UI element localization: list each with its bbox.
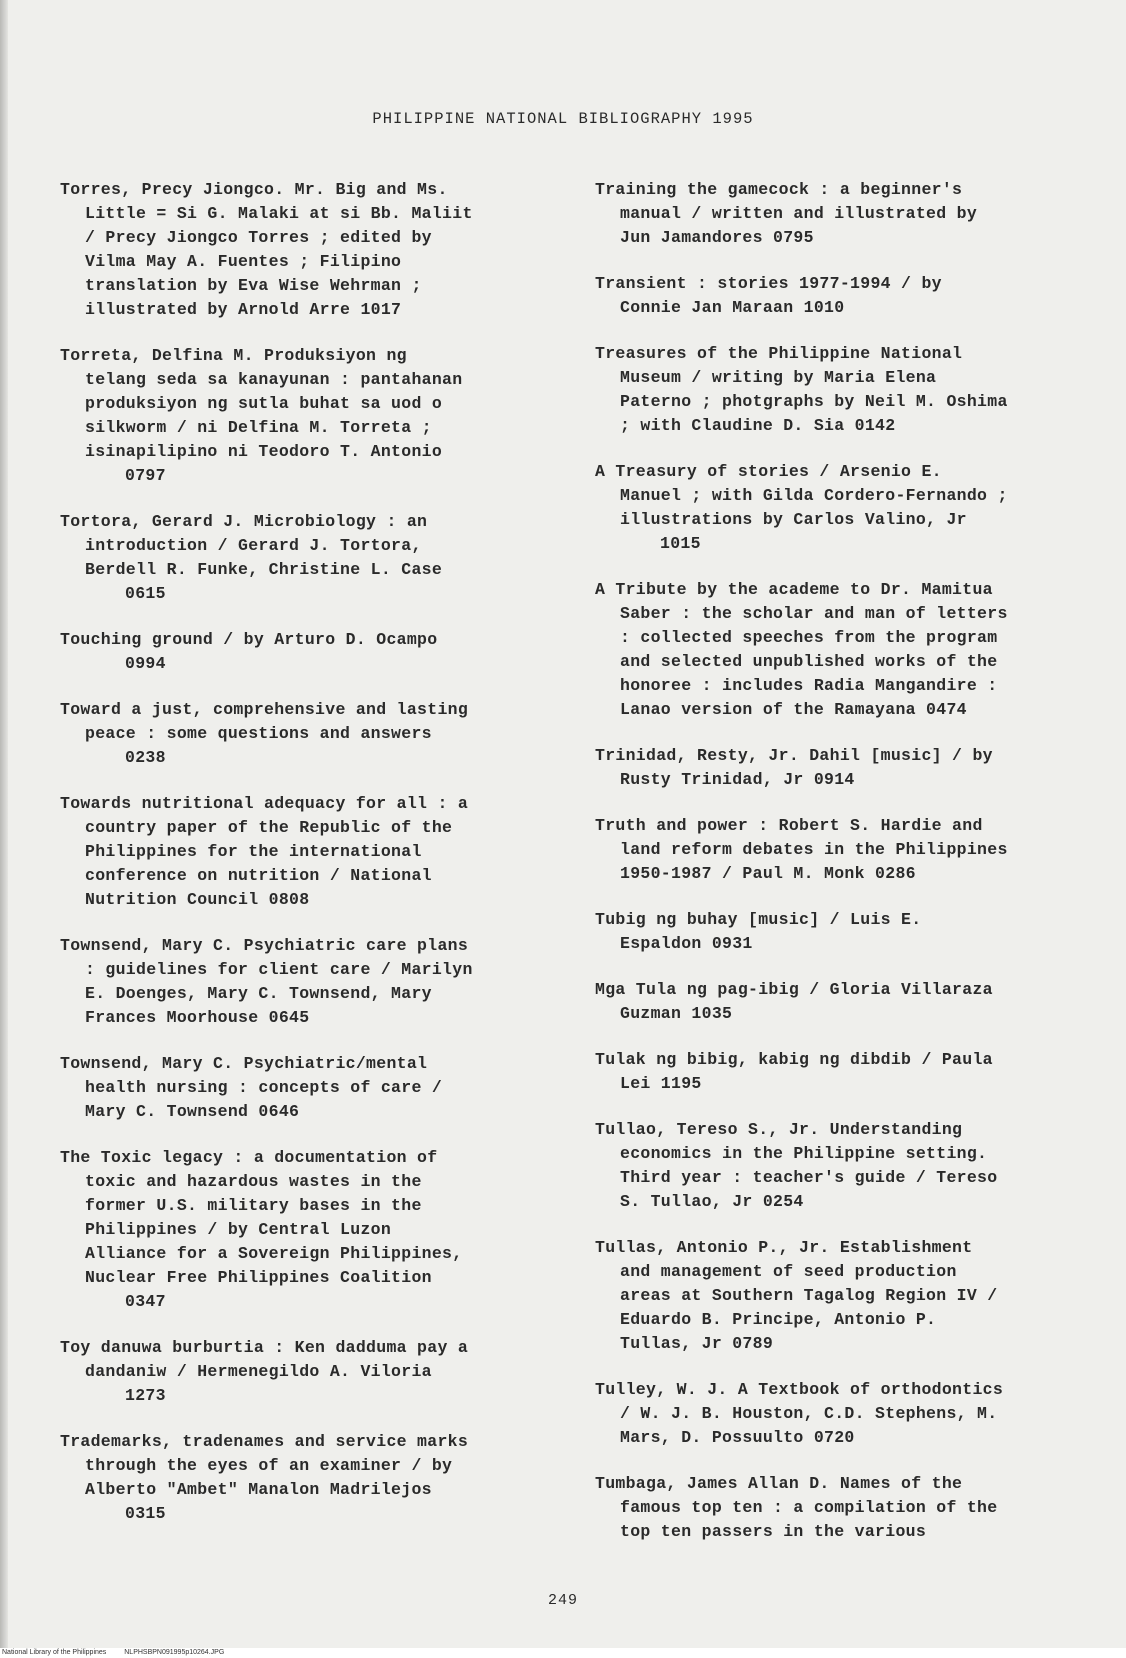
bibliography-entry: Torreta, Delfina M. Produksiyon ng telang seda sa kanayunan : pantahanan produksiyon ng sutla buhat sa uod o silkworm / ni Delfina M. Torreta ; isinapilipino ni Teodoro T. Antonio 0797	[60, 346, 463, 485]
bibliography-entry: Touching ground / by Arturo D. Ocampo 0994	[60, 630, 438, 673]
bibliography-entry: Tumbaga, James Allan D. Names of the famous top ten : a compilation of the top ten passers in the various	[595, 1474, 998, 1541]
bibliography-entry: Tulley, W. J. A Textbook of orthodontics / W. J. B. Houston, C.D. Stephens, M. Mars, D. Possuulto 0720	[595, 1380, 1004, 1447]
bibliography-entry: Tubig ng buhay [music] / Luis E. Espaldon 0931	[595, 910, 922, 953]
right-column	[595, 178, 1085, 1544]
bibliography-entry: Trademarks, tradenames and service marks through the eyes of an examiner / by Alberto "Ambet" Manalon Madrilejos 0315	[60, 1432, 469, 1523]
bibliography-entry: Toy danuwa burburtia : Ken dadduma pay a dandaniw / Hermenegildo A. Viloria 1273	[60, 1338, 469, 1405]
bibliography-entry: Mga Tula ng pag-ibig / Gloria Villaraza Guzman 1035	[595, 980, 993, 1023]
bibliography-entry: Toward a just, comprehensive and lasting peace : some questions and answers 0238	[60, 700, 469, 767]
bibliography-entry: Tulak ng bibig, kabig ng dibdib / Paula Lei 1195	[595, 1050, 993, 1093]
bibliography-entry: A Treasury of stories / Arsenio E. Manuel ; with Gilda Cordero-Fernando ; illustrations by Carlos Valino, Jr 1015	[595, 462, 1008, 553]
bibliography-entry: Tullas, Antonio P., Jr. Establishment and management of seed production areas at Southern Tagalog Region IV / Eduardo B. Principe, Antonio P. Tullas, Jr 0789	[595, 1238, 998, 1353]
bibliography-entry: Truth and power : Robert S. Hardie and land reform debates in the Philippines 1950-1987 / Paul M. Monk 0286	[595, 816, 1008, 883]
bibliography-entry: Trinidad, Resty, Jr. Dahil [music] / by Rusty Trinidad, Jr 0914	[595, 746, 993, 789]
page-header: PHILIPPINE NATIONAL BIBLIOGRAPHY 1995	[372, 110, 754, 128]
bibliography-entry: Transient : stories 1977-1994 / by Connie Jan Maraan 1010	[595, 274, 942, 317]
page-number: 249	[547, 1592, 578, 1609]
bibliography-entry: Townsend, Mary C. Psychiatric/mental health nursing : concepts of care / Mary C. Townsend 0646	[60, 1054, 443, 1121]
bibliography-entry: Torres, Precy Jiongco. Mr. Big and Ms. Little = Si G. Malaki at si Bb. Maliit / Precy Jiongco Torres ; edited by Vilma May A. Fuentes ; Filipino translation by Eva Wise Wehrman ; illustrated by Arnold Arre 1017	[60, 180, 473, 319]
left-column	[60, 178, 550, 1526]
bibliography-entry: Townsend, Mary C. Psychiatric care plans : guidelines for client care / Marilyn E. Doenges, Mary C. Townsend, Mary Frances Moorhouse 0645	[60, 936, 473, 1027]
footer-filename: NLPHSBPN091995p10264.JPG	[124, 1649, 225, 1656]
bibliography-entry: Towards nutritional adequacy for all : a country paper of the Republic of the Philippines for the international conference on nutrition / National Nutrition Council 0808	[60, 794, 469, 909]
bibliography-entry: A Tribute by the academe to Dr. Mamitua Saber : the scholar and man of letters : collected speeches from the program and selected unpublished works of the honoree : includes Radia Mangandire : Lanao version of the Ramayana 0474	[595, 580, 1008, 719]
bibliography-entry: The Toxic legacy : a documentation of toxic and hazardous wastes in the former U.S. military bases in the Philippines / by Central Luzon Alliance for a Sovereign Philippines, Nuclear Free Philippines Coalition 0347	[60, 1148, 463, 1311]
bibliography-entry: Tortora, Gerard J. Microbiology : an introduction / Gerard J. Tortora, Berdell R. Funke, Christine L. Case 0615	[60, 512, 443, 603]
bibliography-entry: Training the gamecock : a beginner's manual / written and illustrated by Jun Jamandores 0795	[595, 180, 978, 247]
bibliography-entry: Tullao, Tereso S., Jr. Understanding economics in the Philippine setting. Third year : teacher's guide / Tereso S. Tullao, Jr 0254	[595, 1120, 998, 1211]
footer-library: National Library of the Philippines	[2, 1649, 107, 1656]
page-edge-shadow	[0, 0, 8, 1648]
bibliography-entry: Treasures of the Philippine National Museum / writing by Maria Elena Paterno ; photgraphs by Neil M. Oshima ; with Claudine D. Sia 0142	[595, 344, 1008, 435]
scan-footer	[0, 1648, 1126, 1658]
